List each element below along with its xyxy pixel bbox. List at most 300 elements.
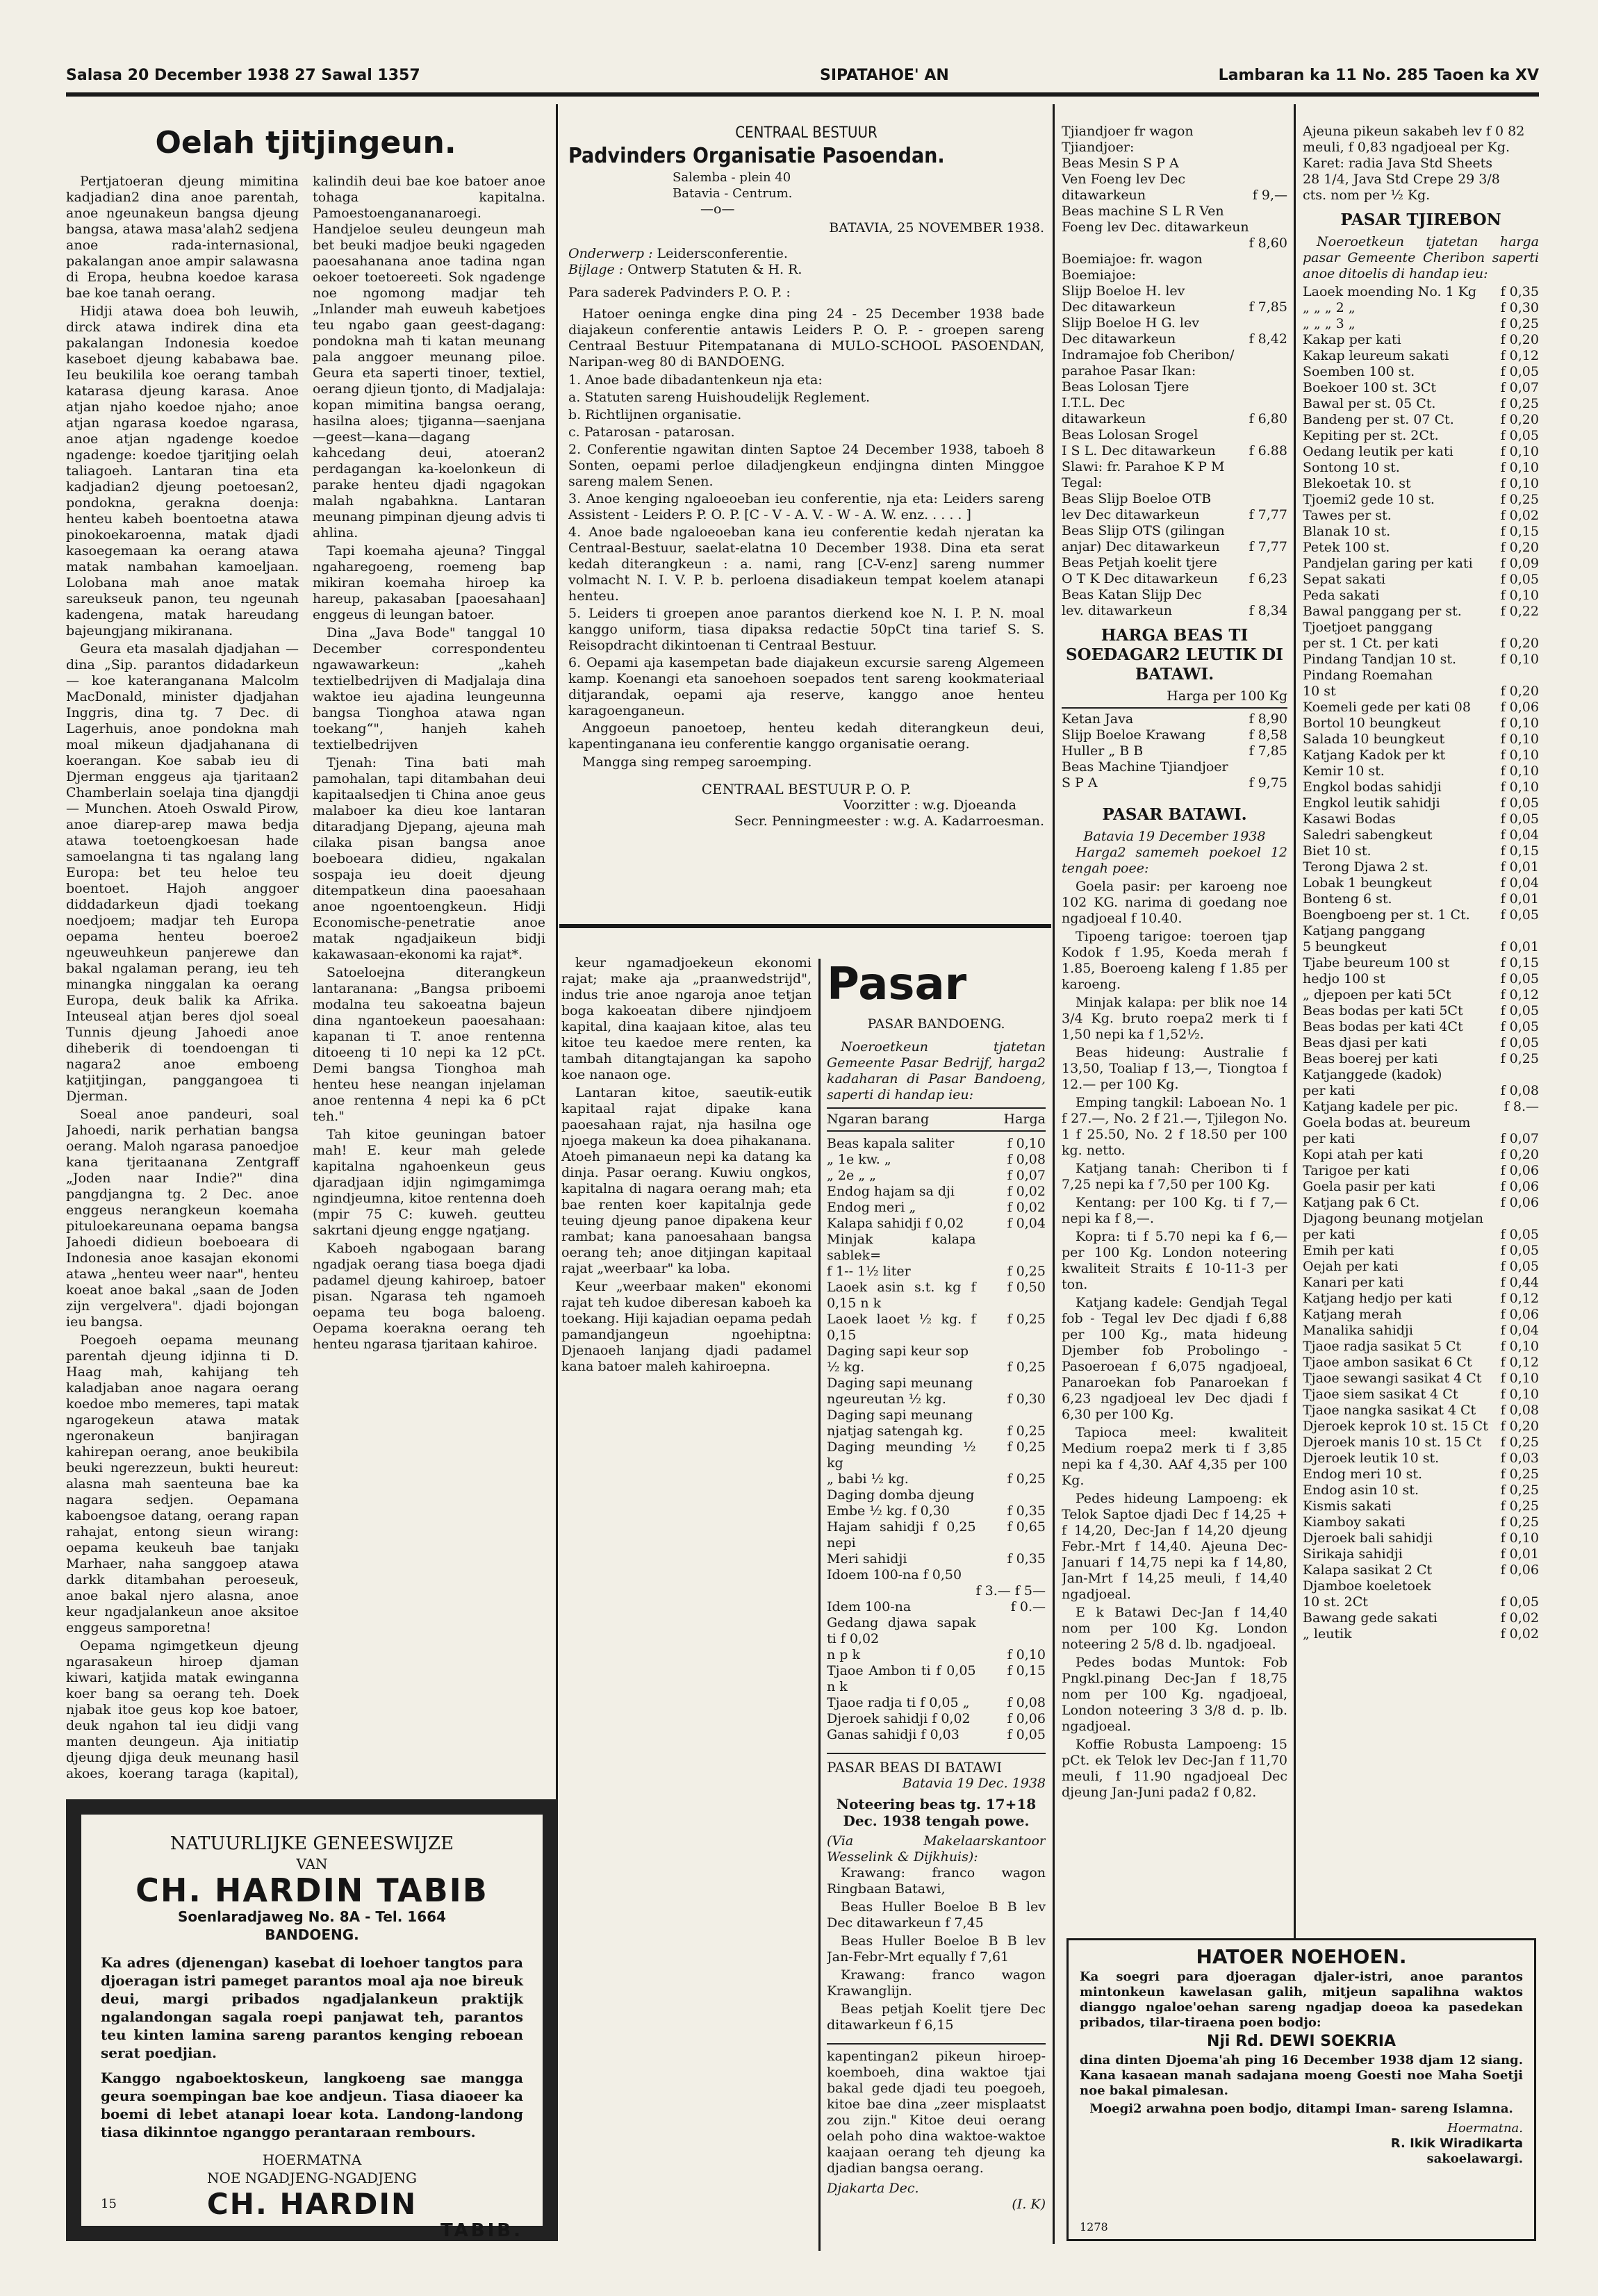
price-row xyxy=(1303,508,1539,524)
price-row xyxy=(1303,1243,1539,1259)
row-label: Djeroek leutik 10 st. xyxy=(1303,1451,1440,1466)
cb-closing2: Mangga sing rempeg saroemping. xyxy=(582,754,812,770)
price-row xyxy=(1303,1435,1539,1451)
row-label: Djeroek bali sahidji xyxy=(1303,1530,1433,1546)
price-row xyxy=(1062,539,1287,555)
price-row xyxy=(827,1232,1046,1264)
price-row xyxy=(1303,1451,1539,1467)
row-value: f 8.— xyxy=(1504,1099,1539,1114)
price-row xyxy=(1062,172,1287,188)
row-label: Tegal: xyxy=(1062,475,1103,490)
price-row xyxy=(1062,491,1287,507)
row-value: f 0,05 xyxy=(1500,1259,1539,1274)
price-value: f 0,07 xyxy=(1007,1168,1046,1183)
row-label: Terong Djawa 2 st. xyxy=(1303,859,1429,875)
row-label: Dec ditawarkeun xyxy=(1062,331,1176,347)
masthead-title: SIPATAHOE' AN xyxy=(820,67,949,84)
price-value: f 0,02 xyxy=(1007,1184,1046,1199)
price-row xyxy=(1303,572,1539,588)
batawi-paragraph: Emping tangkil: Laboean No. 1 f 27.—, No. 2 f 21.—, Tjilegon No. 1 f 25.50, No. 2 f 18.50 per 100 kg. netto. xyxy=(1062,1095,1287,1158)
cb-sign-header: CENTRAAL BESTUUR P. O. P. xyxy=(701,781,912,798)
row-label: Beas Katan Slijp Dec xyxy=(1062,587,1202,602)
row-label: Beas boerej per kati xyxy=(1303,1051,1438,1066)
price-row xyxy=(1062,743,1287,759)
price-row xyxy=(1303,1115,1539,1131)
row-value: f 0,12 xyxy=(1500,1355,1539,1370)
row-value: f 0,05 xyxy=(1500,795,1539,811)
article xyxy=(66,125,545,1789)
pasar-section xyxy=(827,962,1046,2247)
batawi-paragraph: Tipoeng tarigoe: toeroen tjap Kodok f 1.95, Koeda merah f 1.85, Boeroeng kaleng f 1.85 per karoeng. xyxy=(1062,929,1287,992)
row-label: Kasawi Bodas xyxy=(1303,811,1396,827)
price-value xyxy=(976,1567,1046,1583)
price-row xyxy=(1303,843,1539,859)
row-value: f 0,25 xyxy=(1500,1051,1539,1066)
ad-sig2: TABIB. xyxy=(440,2220,523,2241)
price-item: Hajam sahidji f 0,25 nepi xyxy=(827,1519,976,1551)
row-value: f 0,10 xyxy=(1500,1530,1539,1546)
price-item: Daging domba djeung xyxy=(827,1487,975,1503)
row-value: f 0,20 xyxy=(1500,1419,1539,1434)
row-value: f 0,10 xyxy=(1500,476,1539,491)
row-label: Tjiandjoer: xyxy=(1062,140,1135,155)
price-row xyxy=(1303,652,1539,668)
beas-via: (Via Makelaarskantoor Wesselink & Dijkhuis): xyxy=(827,1833,1046,1865)
row-value: f 0,10 xyxy=(1500,460,1539,475)
row-label: per st. 1 Ct. per kati xyxy=(1303,636,1439,651)
row-label: Katjanggede (kadok) xyxy=(1303,1067,1442,1082)
row-label: Endog meri 10 st. xyxy=(1303,1467,1423,1482)
ad-p1: Ka adres (djenengan) kasebat di loehoer tangtos para djoeragan istri pameget parantos moal aja noe bireuk deui, margi pribados ngadjalankeun praktijk ngalandongan sagala roepi panjawat teh, parantos teu kinten lamina sareng parantos kenging reboean serat poedjian. xyxy=(101,1954,523,2061)
pasar-col-harga: Harga xyxy=(1003,1112,1046,1127)
row-value: f 0,25 xyxy=(1500,1514,1539,1530)
price-value: f 0,35 xyxy=(1007,1503,1046,1519)
row-value: f 0,25 xyxy=(1500,492,1539,507)
row-label: Boekoer 100 st. 3Ct xyxy=(1303,380,1436,395)
row-label: Beas Slijp Boeloe OTB xyxy=(1062,491,1212,506)
price-row xyxy=(1303,588,1539,604)
leutik-rows xyxy=(1062,711,1287,791)
price-value: f 0,50 xyxy=(1007,1280,1046,1295)
price-row xyxy=(827,1200,1046,1216)
price-row xyxy=(827,1407,1046,1423)
col4b-initials: (I. K) xyxy=(1012,2197,1046,2212)
price-row xyxy=(1062,587,1287,603)
row-label: „ leutik xyxy=(1303,1626,1352,1642)
hatoer-signer: R. Ikik Wiradikarta xyxy=(1390,2136,1523,2151)
row-value: f 0,05 xyxy=(1500,1019,1539,1034)
price-row xyxy=(1303,1147,1539,1163)
price-row xyxy=(1303,460,1539,476)
batawi-paragraph: Tapioca meel: kwaliteit Medium roepa2 merk ti f 3,85 nepi ka f 4,30. AAf 4,35 per 100 Kg. xyxy=(1062,1425,1287,1488)
price-value: f 0,25 xyxy=(1007,1360,1046,1375)
cb-header: CENTRAAL BESTUUR xyxy=(735,124,878,142)
price-row xyxy=(827,1168,1046,1184)
row-label: Sirikaja sahidji xyxy=(1303,1546,1403,1562)
row-value: f 0,05 xyxy=(1500,1227,1539,1242)
batawi-paragraph: Pedes bodas Muntok: Fob Pngkl.pinang Dec-Jan f 18,75 nom per 100 Kg. ngadjoeal, London noteering 3 3/8 d. p. lb. ngadjoeal. xyxy=(1062,1655,1287,1734)
price-item: Djeroek sahidji f 0,02 xyxy=(827,1711,971,1726)
price-row xyxy=(1303,1419,1539,1435)
price-row xyxy=(1062,395,1287,411)
price-row xyxy=(1303,1035,1539,1051)
row-label: lev. ditawarkeun xyxy=(1062,603,1172,618)
cb-address2: Batavia - Centrum. xyxy=(673,186,793,201)
row-value: f 8,34 xyxy=(1249,603,1287,618)
row-label: Katjang kadele per pic. xyxy=(1303,1099,1458,1114)
row-value: f 0,01 xyxy=(1500,1546,1539,1562)
pasar-price-table xyxy=(827,1136,1046,1743)
row-label: „ djepoen per kati 5Ct xyxy=(1303,987,1451,1002)
price-row xyxy=(827,1376,1046,1391)
row-label: Bonteng 6 st. xyxy=(1303,891,1392,907)
row-label: Sepat sakati xyxy=(1303,572,1386,587)
batawi-paragraph: Kopra: ti f 5.70 nepi ka f 6,— per 100 Kg. London noteering kwaliteit Straits £ 10-11-3 per ton. xyxy=(1062,1229,1287,1292)
row-value: f 0,25 xyxy=(1500,316,1539,331)
row-label: Djagong beunang motjelan xyxy=(1303,1211,1484,1226)
price-row xyxy=(1303,492,1539,508)
row-value: f 0,05 xyxy=(1500,811,1539,827)
price-row xyxy=(1303,1131,1539,1147)
price-row xyxy=(827,1647,1046,1663)
row-value: f 0,05 xyxy=(1500,971,1539,986)
price-item: Endog hajam sa dji xyxy=(827,1184,955,1199)
row-label: hedjo 100 st xyxy=(1303,971,1385,986)
pasar-col-barang: Ngaran barang xyxy=(827,1112,930,1127)
price-row xyxy=(1303,380,1539,396)
price-row xyxy=(1303,1211,1539,1227)
price-row xyxy=(1303,1163,1539,1179)
row-label: Kalapa sasikat 2 Ct xyxy=(1303,1562,1433,1578)
price-row xyxy=(1062,283,1287,299)
price-row xyxy=(1062,443,1287,459)
row-value: f 0,05 xyxy=(1500,1594,1539,1610)
ad-van: VAN xyxy=(296,1856,328,1872)
price-row xyxy=(1303,1530,1539,1546)
hatoer-p3: Moegi2 arwahna poen bodjo, ditampi Iman- sareng Islamna. xyxy=(1089,2101,1513,2116)
hatoer-signer2: sakoelawargi. xyxy=(1426,2152,1523,2166)
cb-sign2: Secr. Penningmeester : w.g. A. Kadarroesman. xyxy=(734,813,1044,829)
row-label: Sontong 10 st. xyxy=(1303,460,1400,475)
price-row xyxy=(1303,859,1539,875)
price-value: f 0,25 xyxy=(1007,1471,1046,1487)
article-paragraph: Soeal anoe pandeuri, soal Jahoedi, narik perhatian bangsa oerang. Maloh ngarasa panoedjoe kana tjeritaanana Zentgraff „Joden naar Indie?" dina pangdjangna tg. 2 Dec. anoe enggeus nerangkeun koemaha pituloekareunana oepama bangsa Jahoedi didieun boeboeara di Indonesia anoe kasajan ekonomi atawa „henteu weer naar", henteu koeat anoe bakal „saan de Joden zijn vergelvera". djadi bojongan ieu bangsa. xyxy=(66,1107,299,1330)
row-value: f 0,10 xyxy=(1500,652,1539,667)
row-value: f 8,90 xyxy=(1249,711,1287,727)
row-value: f 0,20 xyxy=(1500,1147,1539,1162)
price-row xyxy=(1303,1355,1539,1371)
hatoer-regards: Hoermatna. xyxy=(1447,2121,1523,2136)
price-row xyxy=(1062,363,1287,379)
price-value: f 0,35 xyxy=(1007,1551,1046,1567)
price-row xyxy=(1303,620,1539,636)
price-row xyxy=(1062,571,1287,587)
row-value: f 0,06 xyxy=(1500,1179,1539,1194)
cb-item: 6. Oepami aja kasempetan bade diajakeun excursie sareng Algemeen kamp. Koenangi eta sanoehoen soepados tent sareng kookmateriaal ditjarandak, oepami aja reserve, kanggo anoe henteu karagoenganeun. xyxy=(568,655,1044,718)
price-row xyxy=(1303,987,1539,1003)
row-value: f 0,35 xyxy=(1500,284,1539,299)
article-paragraph: Tah kitoe geuningan batoer mah! E. keur mah gelede kapitalna ngahoenkeun geus djaradjaan idjin ngimgamimga ngindjeumna, kitoe rentenna doeh (mpir 75 C: kuweh. geutteu sakrtani djeung engge ngatjang. xyxy=(313,1127,545,1238)
price-row xyxy=(1303,668,1539,684)
row-label: Katjang merah xyxy=(1303,1307,1402,1322)
hatoer-title: HATOER NOEHOEN. xyxy=(1196,1945,1407,1968)
price-row xyxy=(1303,316,1539,332)
price-row xyxy=(827,1344,1046,1360)
price-row xyxy=(1303,556,1539,572)
price-item: Daging meunding ½ kg xyxy=(827,1439,976,1471)
price-row xyxy=(1303,1019,1539,1035)
row-label: Boemiajoe: fr. wagon xyxy=(1062,251,1203,267)
ad-wishes: NOE NGADJENG-NGADJENG xyxy=(206,2170,418,2186)
row-value: f 7,77 xyxy=(1249,539,1287,554)
price-row xyxy=(827,1567,1046,1583)
row-value: f 9,— xyxy=(1252,188,1287,203)
price-row xyxy=(1303,795,1539,811)
col4b-sign: Djakarta Dec. xyxy=(827,2181,919,2196)
row-label: lev Dec ditawarkeun xyxy=(1062,507,1200,522)
price-row xyxy=(1062,204,1287,220)
row-value: f 0,12 xyxy=(1500,1291,1539,1306)
row-value: f 0,12 xyxy=(1500,987,1539,1002)
row-label: Slijp Boeloe H G. lev xyxy=(1062,315,1199,331)
price-value xyxy=(976,1407,1046,1423)
price-row xyxy=(1303,779,1539,795)
price-row xyxy=(1303,923,1539,939)
tjirebon-title: PASAR TJIREBON xyxy=(1340,210,1501,229)
col3-body xyxy=(561,955,812,1375)
price-item: Daging sapi meunang xyxy=(827,1407,973,1423)
row-label: Goela bodas at. beureum xyxy=(1303,1115,1471,1130)
cb-onderwerp-label: Onderwerp : xyxy=(568,246,653,261)
row-label: Petek 100 st. xyxy=(1303,540,1390,555)
price-row xyxy=(1062,251,1287,267)
masthead xyxy=(66,61,1539,89)
row-value: f 0,20 xyxy=(1500,332,1539,347)
row-label: Pindang Tandjan 10 st. xyxy=(1303,652,1457,667)
row-value: f 0,25 xyxy=(1500,1483,1539,1498)
price-value: f 0.— xyxy=(1010,1599,1046,1614)
price-row xyxy=(827,1360,1046,1376)
price-value xyxy=(976,1487,1046,1503)
row-label: Tawes per st. xyxy=(1303,508,1392,523)
price-row xyxy=(827,1184,1046,1200)
col5-lines xyxy=(1062,124,1287,619)
price-row xyxy=(1303,1291,1539,1307)
row-label: parahoe Pasar Ikan: xyxy=(1062,363,1196,379)
column-rule xyxy=(1053,104,1055,2244)
row-label: 10 st. 2Ct xyxy=(1303,1594,1368,1610)
row-value: f 0,25 xyxy=(1500,1467,1539,1482)
cb-item: 3. Anoe kenging ngaloeoeban ieu conferentie, nja eta: Leiders sareng Assistent - Leiders P. O. P. [C - V - A. V. - W - A. W. enz. . . . . ] xyxy=(568,491,1044,522)
row-value: f 0,05 xyxy=(1500,1243,1539,1258)
row-label: Tjaoe nangka sasikat 4 Ct xyxy=(1303,1403,1476,1418)
price-row xyxy=(827,1711,1046,1727)
row-value: f 0,04 xyxy=(1500,827,1539,843)
price-item: Daging sapi keur sop xyxy=(827,1344,969,1359)
row-label: Beas Lolosan Srogel xyxy=(1062,427,1198,443)
price-row xyxy=(1062,220,1287,236)
row-value: f 0,07 xyxy=(1500,380,1539,395)
row-label: Biet 10 st. xyxy=(1303,843,1372,859)
row-label: Bortol 10 beungkeut xyxy=(1303,716,1441,731)
row-label: Kemir 10 st. xyxy=(1303,763,1385,779)
col6-top xyxy=(1303,124,1539,204)
price-row xyxy=(1303,1099,1539,1115)
row-label: per kati xyxy=(1303,1131,1356,1146)
price-value: f 0,04 xyxy=(1007,1216,1046,1231)
price-value: f 0,25 xyxy=(1007,1312,1046,1327)
hatoer-name: Nji Rd. DEWI SOEKRIA xyxy=(1206,2033,1397,2050)
row-label: Foeng lev Dec. ditawarkeun xyxy=(1062,220,1249,235)
column-rule xyxy=(556,104,558,1820)
price-row xyxy=(827,1312,1046,1344)
article-paragraph: Hidji atawa doea boh leuwih, dirck atawa indirek dina eta pakalangan Indonesia koedoe kaseboet djeung kababawa bae. Ieu beukilila koe oerang tambah katarasa djeung karasa. Anoe atjan njaho koedoe njaho; anoe atjan ngarasa koedoe ngarasa, anoe atjan ngadenge koedoe ngadenge: koedoe tjaritjing oelah taliagoeh. Lantaran tina eta kadjadian2 djeung poetoesan2, pondokna, geraknа doenja: henteu kabeh boentoetna atawa pinokoekaroenna, matak djadi kasoegemaan ka oerang atawa matak nambahan kamoeljaan. Lolobana mah anoe matak sareukseuk panon, teu ngeunah kadengena, matak hareudang bajeungjang mikiranana. xyxy=(66,304,299,638)
row-value: f 9,75 xyxy=(1249,775,1287,791)
row-value: f 0,10 xyxy=(1500,763,1539,779)
market-column-5 xyxy=(1062,124,1287,2243)
beas-date: Batavia 19 Dec. 1938 xyxy=(902,1776,1046,1791)
row-value: f 0,03 xyxy=(1500,1451,1539,1466)
cb-sep: —o— xyxy=(700,201,735,217)
cb-dateline: BATAVIA, 25 NOVEMBER 1938. xyxy=(829,220,1044,236)
price-row xyxy=(1303,1594,1539,1610)
col6-line: Ajeuna pikeun sakabeh lev f 0 82 xyxy=(1303,124,1525,139)
batawi-note: Harga2 samemeh poekoel 12 tengah poee: xyxy=(1062,845,1287,876)
row-label: Katjang Kadok per kt xyxy=(1303,748,1446,763)
row-label: Beas Lolosan Tjere xyxy=(1062,379,1189,395)
price-row xyxy=(827,1423,1046,1439)
price-row xyxy=(1303,300,1539,316)
row-value: f 8,58 xyxy=(1249,727,1287,743)
price-row xyxy=(1062,315,1287,331)
row-value: f 0,25 xyxy=(1500,1498,1539,1514)
price-row xyxy=(1062,156,1287,172)
ad-address: Soenlaradjaweg No. 8A - Tel. 1664 xyxy=(178,1908,446,1925)
price-value xyxy=(976,1232,1046,1264)
price-row xyxy=(1062,523,1287,539)
price-row xyxy=(1303,1483,1539,1498)
row-label: I.T.L. Dec xyxy=(1062,395,1126,411)
price-row xyxy=(1062,427,1287,443)
row-label: Tarigoe per kati xyxy=(1303,1163,1410,1178)
row-label: ditawarkeun xyxy=(1062,188,1146,203)
price-row xyxy=(1062,459,1287,475)
price-row xyxy=(1303,1179,1539,1195)
ad-name: CH. HARDIN TABIB xyxy=(135,1872,488,1909)
price-value: f 0,02 xyxy=(1007,1200,1046,1215)
row-label: Slijp Boeloe Krawang xyxy=(1062,727,1206,743)
price-item: Laoek laoet ½ kg. f 0,15 xyxy=(827,1312,976,1343)
hatoer-p1: Ka soegri para djoeragan djaler-istri, anoe parantos mintonkeun kawelasan galih, mitjeun sapalihna waktos dianggo ngaloe'oehan sareng ngadjap doeoa ka pasedekan pribados, tilar-tiraena poen bodjo: xyxy=(1080,1969,1523,2030)
row-label: Koemeli gede per kati 08 xyxy=(1303,700,1471,715)
price-row xyxy=(1062,299,1287,315)
row-label: Ketan Java xyxy=(1062,711,1134,727)
batawi-text xyxy=(1062,879,1287,1801)
price-row xyxy=(1303,524,1539,540)
row-value: f 0,12 xyxy=(1500,348,1539,363)
price-row xyxy=(1303,284,1539,300)
article-paragraph: Pertjatoeran djeung mimitina kadjadian2 dina anoe parentah, anoe ngeunakeun bangsa djeung bangsa, atawa masa'alah2 sedjena anoe rada-internasional, pakalangan anoe ampir salawasna di Eropa, heubna koedoe karasa bae koe tanah oerang. xyxy=(66,174,299,301)
row-label: Tjabe beureum 100 st xyxy=(1303,955,1450,971)
price-row xyxy=(1303,1323,1539,1339)
row-label: I S L. Dec ditawarkeun xyxy=(1062,443,1216,459)
price-row xyxy=(1303,1259,1539,1275)
batawi-paragraph: Pedes hideung Lampoeng: ek Telok Saptoe djadi Dec f 14,25 + f 14,20, Dec-Jan f 14,20 djeung Febr.-Mrt f 14,40. Ajeuna Dec-Januari f 14,75 nepi ka f 14,80, Jan-Mrt f 14,25 meuli, f 14,40 ngadjoeal. xyxy=(1062,1491,1287,1602)
price-row xyxy=(1062,347,1287,363)
row-label: Katjang hedjo per kati xyxy=(1303,1291,1452,1306)
price-row xyxy=(827,1280,1046,1312)
price-row xyxy=(1062,727,1287,743)
price-row xyxy=(827,1439,1046,1471)
row-label: Beas Mesin S P A xyxy=(1062,156,1179,171)
price-value xyxy=(976,1615,1046,1647)
price-item: Ganas sahidji f 0,03 xyxy=(827,1727,959,1742)
price-row xyxy=(1303,1467,1539,1483)
price-row xyxy=(1303,716,1539,732)
price-row xyxy=(827,1264,1046,1280)
price-row xyxy=(827,1727,1046,1743)
price-item: Idoem 100-na f 0,50 xyxy=(827,1567,962,1583)
price-item: Laoek asin s.t. kg f 0,15 n k xyxy=(827,1280,976,1311)
price-row xyxy=(1303,732,1539,748)
price-item: ngeureutan ½ kg. xyxy=(827,1391,946,1407)
price-row xyxy=(1303,348,1539,364)
row-label: „ „ „ 3 „ xyxy=(1303,316,1356,331)
cb-bijlage: Ontwerp Statuten & H. R. xyxy=(627,262,802,277)
price-value: f 0,25 xyxy=(1007,1423,1046,1439)
row-value: f 6,23 xyxy=(1249,571,1287,586)
article-paragraph: Tjenah: Tina bati mah pamohalan, tapi ditambahan deui kapitaalsedjen ti China anoe geus malaboer ka dieu koe lantaran ditaradjang Djepang, ajeuna mah cilaka pisan bangsa anoe boeboeara didieu, ngakalan sospaja ieu doeit djeung ditempatkeun dina paoesahaan anoe ngoentoengkeun. Hidji Economische-penetratie anoe matak ngadjaikeun bidji kakawasaan-ekonomi ka rajat*. xyxy=(313,755,545,962)
centraal-bestuur-notice xyxy=(568,124,1044,916)
price-row xyxy=(1062,603,1287,619)
row-label: Emih per kati xyxy=(1303,1243,1394,1258)
row-value: f 0,06 xyxy=(1500,700,1539,715)
row-label: anjar) Dec ditawarkeun xyxy=(1062,539,1220,554)
row-label: Oedang leutik per kati xyxy=(1303,444,1453,459)
row-label: Tjiandjoer fr wagon xyxy=(1062,124,1194,139)
row-value: f 0,05 xyxy=(1500,428,1539,443)
row-label: Beas djasi per kati xyxy=(1303,1035,1427,1050)
price-value: f 0,65 xyxy=(1007,1519,1046,1535)
price-row xyxy=(1303,1275,1539,1291)
price-item: Minjak kalapa sablek= xyxy=(827,1232,976,1263)
row-value: f 0,05 xyxy=(1500,907,1539,923)
row-value: f 0,25 xyxy=(1500,396,1539,411)
row-label: Endog asin 10 st. xyxy=(1303,1483,1419,1498)
row-label: Katjang panggang xyxy=(1303,923,1426,939)
price-row xyxy=(827,1695,1046,1711)
row-value: f 8,42 xyxy=(1249,331,1287,347)
row-label: O T K Dec ditawarkeun xyxy=(1062,571,1218,586)
row-label: 5 beungkeut xyxy=(1303,939,1387,955)
price-item: ½ kg. xyxy=(827,1360,865,1375)
price-row xyxy=(827,1152,1046,1168)
column-rule xyxy=(1294,104,1296,1938)
article-paragraph: Oepama ngimgetkeun djeung ngarasakeun hiroep djaman kiwari, katjida matak ewinganna koer bang sa oerang teh. Doek njabak itoe geus kop koe batoer, deuk ngahon tal ieu didji vang manten deungeun. Aja initiatip djeung djiga deuk meunang hasil akoes, koerang taraga (kapital), kalindih deui bae koe batoer anoe tohaga kapitalna. Pamoestoengananaroegi. Handjeloe seuleu deungeun mah bet beuki madjoe beuki ngageden paoesahanana anoe tadina ngan oekoer toetoereeti. Sok ngadenge noe ngomong madjar teh „Inlander mah euweuh kabetjoes teu ngabo gaan geest-dagang: pondokna mah ti katan meunang pala anggoer meunang piloe. Geura eta saperti tinoer, textiel, oerang djieun tjonto, di Madjalaja: kopan mimitina bangsa oerang, hasilna aloes; tjiganna—saenjana—geest—kana—dagang kahcedang deui, atoeran2 perdagangan ka-koelonkeun di parake henteu djadi ngagokan malah ngabahkna. Lantaran meunang pimpinan djeung advis ti ahlina. xyxy=(66,174,545,1781)
price-row xyxy=(1303,1195,1539,1211)
row-label: Beas Slijp OTS (gilingan xyxy=(1062,523,1225,538)
ad-number: 15 xyxy=(101,2197,117,2211)
col4b-text: kapentingan2 pikeun hiroep-koemboeh, dina waktoe tjai bakal gede djadi teu poegoeh, kitoe bae dina „zeer misplaatst zou zijn." Kitoe deui oerang oelah poho dina waktoe-waktoe kaajaan oerang teh djeung ka djadian bangsa oerang. xyxy=(827,2043,1046,2177)
beas-line: Beas petjah Koelit tjere Dec ditawarkeun f 6,15 xyxy=(827,2001,1046,2033)
row-label: per kati xyxy=(1303,1227,1356,1242)
masthead-rule xyxy=(66,92,1539,97)
price-row xyxy=(1062,236,1287,251)
col6-line: cts. nom per ½ Kg. xyxy=(1303,188,1431,203)
beas-text xyxy=(827,1865,1046,2033)
price-row xyxy=(1303,1546,1539,1562)
price-row xyxy=(827,1487,1046,1503)
